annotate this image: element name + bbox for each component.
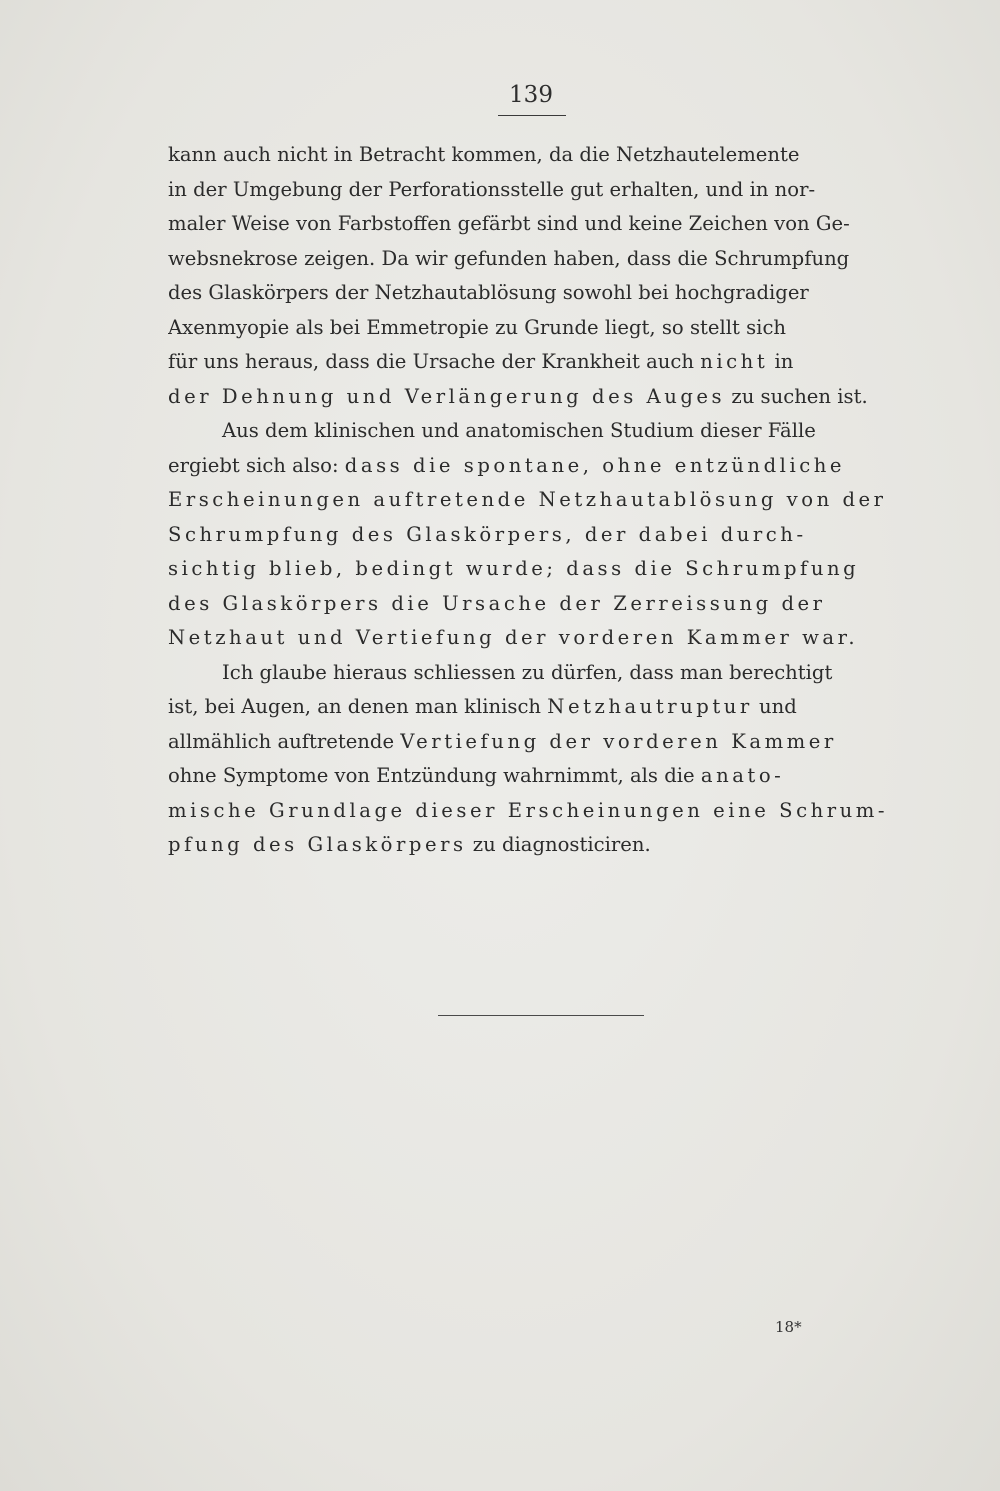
text-run: für uns heraus, dass die Ursache der Krankheit auch (168, 350, 701, 373)
text-line (168, 138, 910, 173)
text-line (168, 242, 910, 277)
page-number-rule (498, 115, 566, 116)
text-line (168, 690, 910, 725)
text-line (168, 725, 910, 760)
spaced-emphasis: Netzhautruptur (547, 695, 753, 718)
end-rule (438, 1015, 644, 1016)
text-line (168, 552, 910, 587)
spaced-emphasis: Vertiefung der vorderen Kammer (400, 729, 837, 753)
text-run: Ich glaube hieraus schliessen zu dürfen, dass man berechtigt (222, 660, 833, 684)
text-run: Aus dem klinischen und anatomischen Studium dieser Fälle (222, 419, 816, 442)
text-line (168, 621, 910, 656)
body-text (168, 138, 910, 863)
text-line (168, 828, 910, 863)
spaced-emphasis: Erscheinungen auftretende Netzhautablösung von der (168, 488, 887, 511)
text-run: zu suchen ist. (725, 384, 868, 408)
text-line (168, 518, 910, 553)
text-line (168, 449, 910, 484)
text-line (168, 311, 910, 346)
spaced-emphasis: Netzhaut und Vertiefung der vorderen Kammer war. (168, 626, 859, 649)
spaced-emphasis: anato- (700, 764, 785, 787)
text-line (168, 173, 910, 208)
text-run: allmählich auftretende (168, 729, 401, 753)
text-line (168, 345, 910, 380)
spaced-emphasis: Schrumpfung des Glaskörpers, der dabei durch- (168, 522, 807, 546)
text-run: zu diagnosticiren. (466, 833, 651, 856)
spaced-emphasis: mische Grundlage dieser Erscheinungen eine Schrum- (168, 798, 889, 822)
spaced-emphasis: der Dehnung und Verlängerung des Auges (168, 384, 726, 408)
text-line (168, 759, 910, 794)
text-line (168, 380, 910, 415)
text-run: und (752, 695, 797, 718)
text-line (168, 483, 910, 518)
text-run: des Glaskörpers der Netzhautablösung sowohl bei hochgradiger (168, 281, 809, 304)
text-run: websnekrose zeigen. Da wir gefunden haben, dass die Schrumpfung (168, 246, 850, 270)
text-run: kann auch nicht in Betracht kommen, da die Netzhautelemente (168, 143, 800, 166)
text-line (168, 414, 910, 449)
sheet-signature: 18* (775, 1318, 802, 1336)
text-run: Axenmyopie als bei Emmetropie zu Grunde liegt, so stellt sich (168, 315, 787, 339)
spaced-emphasis: pfung des Glaskörpers (168, 833, 467, 856)
text-line (168, 587, 910, 622)
text-line (168, 656, 910, 691)
page-number: 139 (509, 82, 553, 108)
spaced-emphasis: sichtig blieb, bedingt wurde; dass die Schrumpfung (168, 557, 860, 580)
spaced-emphasis: nicht (700, 350, 769, 373)
spaced-emphasis: dass die spontane, ohne entzündliche (344, 453, 846, 477)
text-run: in der Umgebung der Perforationsstelle gut erhalten, und in nor- (168, 177, 816, 201)
text-line (168, 794, 910, 829)
text-run: ergiebt sich also: (168, 453, 345, 477)
text-run: ohne Symptome von Entzündung wahrnimmt, als die (168, 764, 701, 787)
text-run: maler Weise von Farbstoffen gefärbt sind und keine Zeichen von Ge- (168, 212, 850, 235)
text-run: in (768, 350, 794, 373)
spaced-emphasis: des Glaskörpers die Ursache der Zerreissung der (168, 591, 826, 615)
text-line (168, 276, 910, 311)
text-line (168, 207, 910, 242)
text-run: ist, bei Augen, an denen man klinisch (168, 695, 548, 718)
